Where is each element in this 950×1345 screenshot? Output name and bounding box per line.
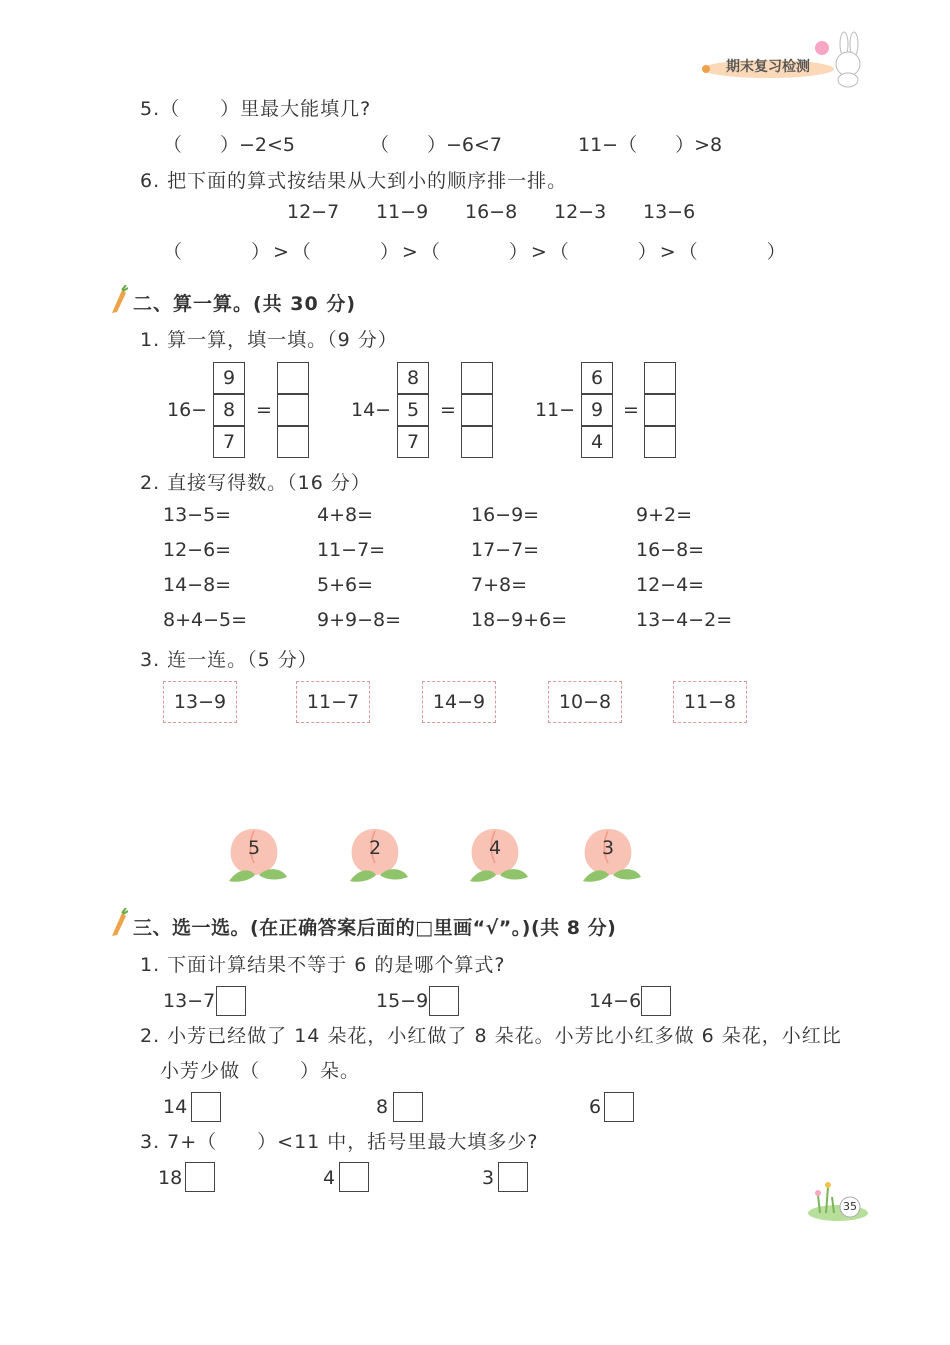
match-card[interactable]: 11−7	[296, 681, 370, 723]
answer-box[interactable]	[644, 426, 676, 458]
oral-calc-item: 4+8=	[317, 504, 374, 526]
choice-checkbox[interactable]	[339, 1162, 369, 1192]
choice-checkbox[interactable]	[191, 1092, 221, 1122]
match-card[interactable]: 11−8	[673, 681, 747, 723]
equals-sign: =	[623, 399, 639, 421]
s3-q2-text-line2: 小芳少做（ ）朵。	[160, 1060, 361, 1082]
match-card[interactable]: 13−9	[163, 681, 237, 723]
oral-calc-item: 16−9=	[471, 504, 540, 526]
oral-calc-item: 14−8=	[163, 574, 232, 596]
oral-calc-item: 7+8=	[471, 574, 528, 596]
peach-number: 4	[488, 837, 502, 859]
answer-box[interactable]	[277, 426, 309, 458]
oral-calc-item: 17−7=	[471, 539, 540, 561]
choice-label: 15−9	[376, 990, 429, 1012]
choice-label: 14	[163, 1096, 188, 1118]
q5-item-2: （ ）−6<7	[370, 134, 503, 156]
answer-box[interactable]	[461, 362, 493, 394]
s3-q2-text-line1: 2. 小芳已经做了 14 朵花，小红做了 8 朵花。小芳比小红多做 6 朵花，小红比	[140, 1025, 842, 1047]
peach-answer[interactable]	[225, 823, 295, 885]
match-card[interactable]: 10−8	[548, 681, 622, 723]
s2-p1-text: 1. 算一算，填一填。（9 分）	[140, 329, 398, 351]
calc-value: 6	[581, 362, 613, 394]
page-number-badge	[806, 1175, 876, 1225]
choice-checkbox[interactable]	[641, 986, 671, 1016]
carrot-icon	[108, 285, 128, 315]
oral-calc-item: 13−5=	[163, 504, 232, 526]
q6-expr-1: 12−7	[287, 201, 340, 223]
choice-label: 14−6	[589, 990, 642, 1012]
choice-checkbox[interactable]	[604, 1092, 634, 1122]
choice-label: 8	[376, 1096, 389, 1118]
calc-value: 5	[397, 394, 429, 426]
calc-value: 8	[213, 394, 245, 426]
peach-number: 2	[368, 837, 382, 859]
equals-sign: =	[256, 399, 272, 421]
oral-calc-item: 18−9+6=	[471, 609, 568, 631]
choice-checkbox[interactable]	[216, 986, 246, 1016]
q5-item-1: （ ）−2<5	[163, 134, 296, 156]
choice-label: 3	[482, 1167, 495, 1189]
oral-calc-item: 12−6=	[163, 539, 232, 561]
q6-expr-5: 13−6	[643, 201, 696, 223]
grass-icon	[806, 1175, 876, 1225]
choice-label: 18	[158, 1167, 183, 1189]
q5-item-3: 11−（ ）>8	[578, 134, 723, 156]
q6-expr-2: 11−9	[376, 201, 429, 223]
answer-box[interactable]	[277, 362, 309, 394]
oral-calc-item: 9+9−8=	[317, 609, 402, 631]
q5-text: 5.（ ）里最大能填几?	[140, 98, 372, 120]
calc-prefix-3: 11−	[535, 399, 576, 421]
carrot-icon	[108, 908, 128, 938]
equals-sign: =	[440, 399, 456, 421]
q6-order-line: （ ）>（ ）>（ ）>（ ）>（ ）	[163, 241, 789, 263]
section2-title: 二、算一算。(共 30 分)	[133, 293, 357, 315]
s2-p2-text: 2. 直接写得数。（16 分）	[140, 472, 371, 494]
choice-checkbox[interactable]	[185, 1162, 215, 1192]
calc-value: 9	[581, 394, 613, 426]
calc-prefix-2: 14−	[351, 399, 392, 421]
s3-q3-text: 3. 7+（ ）<11 中，括号里最大填多少?	[140, 1131, 539, 1153]
oral-calc-item: 12−4=	[636, 574, 705, 596]
answer-box[interactable]	[461, 426, 493, 458]
choice-label: 4	[323, 1167, 336, 1189]
answer-box[interactable]	[277, 394, 309, 426]
choice-checkbox[interactable]	[429, 986, 459, 1016]
choice-label: 13−7	[163, 990, 216, 1012]
rabbit-icon	[808, 30, 868, 88]
calc-value: 7	[397, 426, 429, 458]
oral-calc-item: 16−8=	[636, 539, 705, 561]
q6-expr-3: 16−8	[465, 201, 518, 223]
calc-value: 8	[397, 362, 429, 394]
peach-answer[interactable]	[466, 823, 536, 885]
oral-calc-item: 13−4−2=	[636, 609, 733, 631]
calc-value: 7	[213, 426, 245, 458]
oral-calc-item: 9+2=	[636, 504, 693, 526]
page-number: 35	[843, 1200, 857, 1213]
choice-checkbox[interactable]	[498, 1162, 528, 1192]
peach-number: 5	[247, 837, 261, 859]
answer-box[interactable]	[461, 394, 493, 426]
peach-number: 3	[601, 837, 615, 859]
q6-expr-4: 12−3	[554, 201, 607, 223]
oral-calc-item: 5+6=	[317, 574, 374, 596]
peach-answer[interactable]	[346, 823, 416, 885]
answer-box[interactable]	[644, 394, 676, 426]
header-title: 期末复习检测	[726, 59, 810, 75]
oral-calc-item: 11−7=	[317, 539, 386, 561]
match-card[interactable]: 14−9	[422, 681, 496, 723]
peach-answer[interactable]	[579, 823, 649, 885]
choice-label: 6	[589, 1096, 602, 1118]
section3-title: 三、选一选。(在正确答案后面的□里画“√”。)(共 8 分)	[133, 917, 617, 939]
q6-text: 6. 把下面的算式按结果从大到小的顺序排一排。	[140, 170, 568, 192]
oral-calc-item: 8+4−5=	[163, 609, 248, 631]
answer-box[interactable]	[644, 362, 676, 394]
s2-p3-text: 3. 连一连。（5 分）	[140, 649, 318, 671]
calc-prefix-1: 16−	[167, 399, 208, 421]
s3-q1-text: 1. 下面计算结果不等于 6 的是哪个算式?	[140, 954, 506, 976]
choice-checkbox[interactable]	[393, 1092, 423, 1122]
calc-value: 9	[213, 362, 245, 394]
calc-value: 4	[581, 426, 613, 458]
